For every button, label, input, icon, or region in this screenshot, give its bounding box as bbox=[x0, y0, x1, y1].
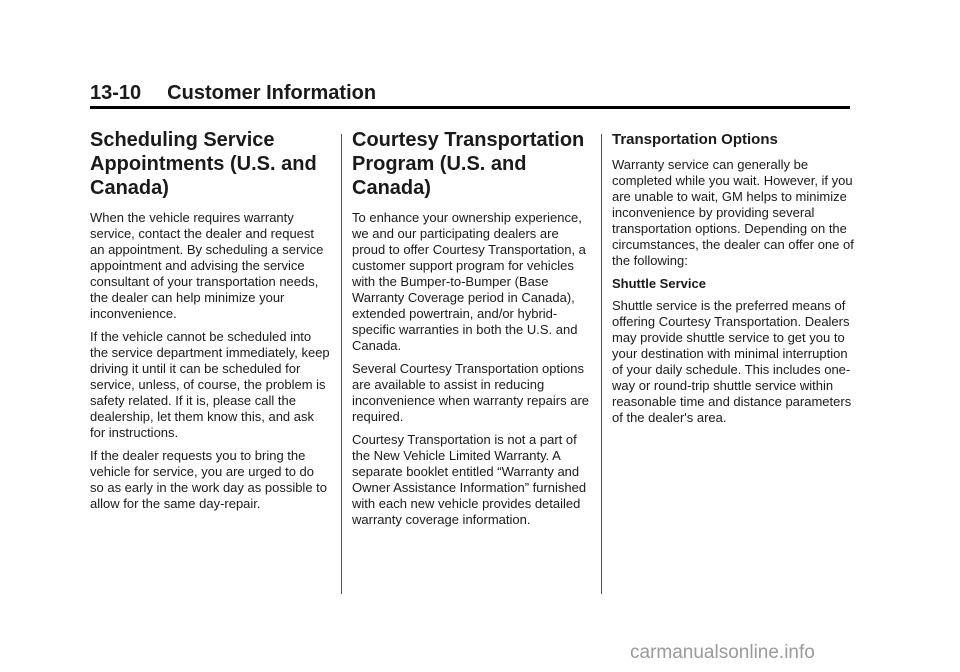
paragraph: If the vehicle cannot be scheduled into the service department immediately, keep driving it until it can be scheduled for service, unless, of course, the problem is safety related. If it is, please call the dealership, let them know this, and ask for instructions. bbox=[90, 329, 330, 440]
paragraph: To enhance your ownership experience, we and our participating dealers are proud to offer Courtesy Transportation, a customer support program for vehicles with the Bumper-to-Bumper (Base Warranty Coverage period in Canada), extended powertrain, and/or hybrid-specific warranties in both the U.S. and Canada. bbox=[352, 210, 586, 353]
paragraph: When the vehicle requires warranty service, contact the dealer and request an appointment. By scheduling a service appointment and advising the service consultant of your transportation needs, the dealer can help minimize your inconvenience. bbox=[90, 210, 324, 321]
heading-courtesy-transportation: Courtesy Transportation Program (U.S. and Canada) bbox=[352, 129, 585, 199]
paragraph: Shuttle service is the preferred means of offering Courtesy Transportation. Dealers may provide shuttle service to get you to your destination with minimal interruption of your daily schedule. This includes one-way or round-trip shuttle service within reasonable time and distance parameters of the dealer's area. bbox=[612, 298, 852, 425]
column-scheduling bbox=[90, 124, 330, 519]
column-transportation-options bbox=[612, 124, 857, 433]
paragraph: Courtesy Transportation is not a part of the New Vehicle Limited Warranty. A separate booklet entitled “Warranty and Owner Assistance Information” furnished with each new vehicle provides detailed warranty coverage information. bbox=[352, 432, 587, 527]
column-divider bbox=[601, 134, 602, 594]
heading-scheduling-service: Scheduling Service Appointments (U.S. and Canada) bbox=[90, 129, 317, 199]
page-number: 13-10 bbox=[90, 82, 142, 104]
heading-transportation-options: Transportation Options bbox=[612, 131, 778, 148]
page-header bbox=[90, 80, 850, 109]
column-courtesy-transportation bbox=[352, 124, 590, 535]
watermark-text: carmanualsonline.info bbox=[630, 642, 815, 663]
paragraph: Warranty service can generally be completed while you wait. However, if you are unable to wait, GM helps to minimize inconvenience by providing several transportation options. Depending on the circumstances, the dealer can offer one of the following: bbox=[612, 157, 854, 268]
subheading-shuttle-service: Shuttle Service bbox=[612, 276, 706, 291]
section-title: Customer Information bbox=[167, 82, 377, 104]
paragraph: If the dealer requests you to bring the vehicle for service, you are urged to do so as early in the work day as possible to allow for the same day-repair. bbox=[90, 448, 328, 511]
paragraph: Several Courtesy Transportation options are available to assist in reducing inconvenience when warranty repairs are required. bbox=[352, 361, 590, 424]
column-divider bbox=[341, 134, 342, 594]
